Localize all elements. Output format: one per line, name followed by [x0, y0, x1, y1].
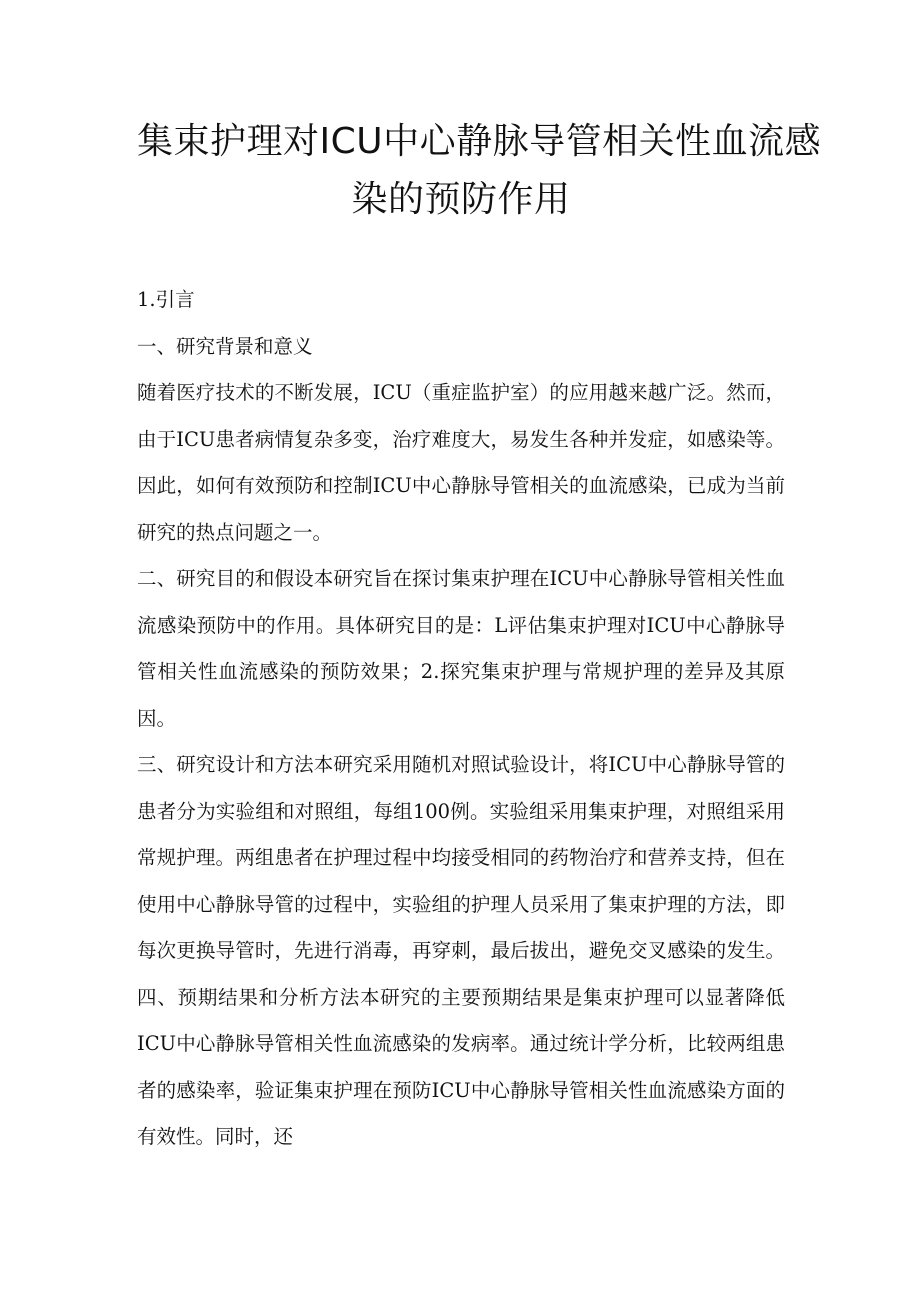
- section-heading: 1.引言: [137, 288, 195, 311]
- title-line-1: 集束护理对ICU中心静脉导管相关性血流感: [137, 121, 822, 162]
- document-body: [137, 277, 785, 1161]
- document-title: [137, 113, 822, 229]
- subsection-heading: 一、研究背景和意义: [137, 334, 313, 358]
- paragraph-objectives: 二、研究目的和假设本研究旨在探讨集束护理在ICU中心静脉导管相关性血流感染预防中的作用。具体研究目的是：L评估集束护理对ICU中心静脉导管相关性血流感染的预防效果；2.探究集束护理与常规护理的差异及其原因。: [137, 567, 785, 730]
- paragraph-background: 随着医疗技术的不断发展，ICU（重症监护室）的应用越来越广泛。然而，由于ICU患者病情复杂多变，治疗难度大，易发生各种并发症，如感染等。因此，如何有效预防和控制ICU中心静脉导管相关的血流感染，已成为当前研究的热点问题之一。: [137, 381, 785, 544]
- paragraph-design: 三、研究设计和方法本研究采用随机对照试验设计，将ICU中心静脉导管的患者分为实验组和对照组，每组100例。实验组采用集束护理，对照组采用常规护理。两组患者在护理过程中均接受相同的药物治疗和营养支持，但在使用中心静脉导管的过程中，实验组的护理人员采用了集束护理的方法，即每次更换导管时，先进行消毒，再穿刺，最后拔出，避免交叉感染的发生。四、预期结果和分析方法本研究的主要预期结果是集束护理可以显著降低ICU中心静脉导管相关性血流感染的发病率。通过统计学分析，比较两组患者的感染率，验证集束护理在预防ICU中心静脉导管相关性血流感染方面的有效性。同时，还: [137, 753, 785, 1148]
- title-line-2: 染的预防作用: [351, 179, 571, 220]
